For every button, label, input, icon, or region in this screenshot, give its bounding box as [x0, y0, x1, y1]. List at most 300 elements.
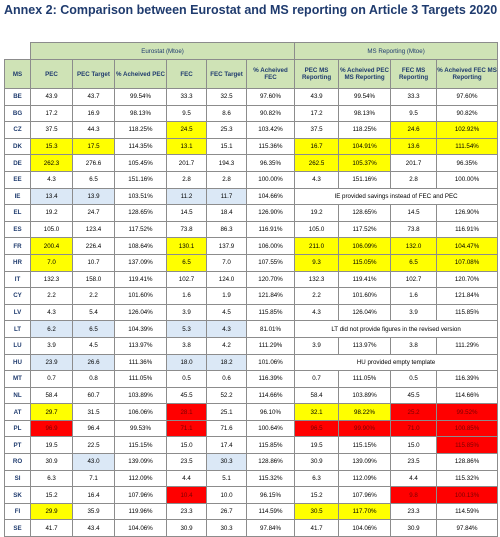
table-cell: 17.5 [73, 138, 115, 155]
ms-code: LU [5, 337, 31, 354]
table-cell: 119.41% [339, 271, 391, 288]
table-cell: 105.0 [31, 221, 73, 238]
table-cell: 13.6 [391, 138, 437, 155]
table-cell: 19.2 [295, 205, 339, 222]
table-cell: 102.7 [391, 271, 437, 288]
table-cell: 25.3 [207, 122, 247, 139]
table-cell: 126.90% [437, 205, 498, 222]
table-cell: 103.89% [339, 387, 391, 404]
table-cell: 6.5 [391, 254, 437, 271]
table-cell: 111.05% [339, 371, 391, 388]
col-header-pec-target: PEC Target [73, 60, 115, 89]
table-cell: 114.66% [247, 387, 295, 404]
table-cell: 102.92% [437, 122, 498, 139]
table-cell: 100.85% [437, 420, 498, 437]
table-cell: 0.5 [391, 371, 437, 388]
table-cell: 97.84% [247, 520, 295, 537]
ms-code: CY [5, 288, 31, 305]
table-cell: 128.65% [115, 205, 167, 222]
table-cell: 8.6 [207, 105, 247, 122]
table-cell: 104.06% [339, 520, 391, 537]
table-row [5, 122, 498, 139]
table-cell: 99.54% [115, 89, 167, 106]
table-cell: 9.5 [167, 105, 207, 122]
table-cell: 15.2 [31, 487, 73, 504]
table-cell: 0.7 [295, 371, 339, 388]
table-cell: 97.60% [247, 89, 295, 106]
col-header-ms: MS [5, 60, 31, 89]
table-cell: 5.1 [207, 470, 247, 487]
table-cell: 100.00% [247, 171, 295, 188]
table-cell: 44.3 [73, 122, 115, 139]
table-cell: 200.4 [31, 238, 73, 255]
table-cell: 118.25% [339, 122, 391, 139]
table-cell: 30.9 [391, 520, 437, 537]
col-header-achieved-pec-ms: % Acheived PEC MS Reporting [339, 60, 391, 89]
table-cell: 111.36% [115, 354, 167, 371]
table-cell: 60.7 [73, 387, 115, 404]
table-cell: 18.4 [207, 205, 247, 222]
table-cell: 132.0 [391, 238, 437, 255]
table-cell: 3.9 [167, 304, 207, 321]
table-cell: 2.2 [295, 288, 339, 305]
table-cell: 6.2 [31, 321, 73, 338]
col-header-fec-ms: FEC MS Reporting [391, 60, 437, 89]
table-cell: 96.10% [247, 404, 295, 421]
table-cell: 102.7 [167, 271, 207, 288]
ms-code: IE [5, 188, 31, 205]
table-cell: 33.3 [391, 89, 437, 106]
table-cell: 116.39% [437, 371, 498, 388]
table-cell: 13.4 [31, 188, 73, 205]
table-cell: 14.5 [391, 205, 437, 222]
table-cell: 17.2 [31, 105, 73, 122]
table-row [5, 89, 498, 106]
table-cell: 6.5 [73, 171, 115, 188]
comparison-table [4, 42, 498, 537]
table-cell: 6.5 [73, 321, 115, 338]
table-cell: 7.0 [31, 254, 73, 271]
table-cell: 15.1 [207, 138, 247, 155]
table-row [5, 404, 498, 421]
table-cell: 26.7 [207, 503, 247, 520]
table-cell: 13.1 [167, 138, 207, 155]
table-cell: 32.1 [295, 404, 339, 421]
table-cell: 71.6 [207, 420, 247, 437]
table-cell: 1.9 [207, 288, 247, 305]
table-cell: 96.15% [247, 487, 295, 504]
table-cell: 115.05% [339, 254, 391, 271]
table-cell: 15.0 [391, 437, 437, 454]
table-cell: 24.5 [167, 122, 207, 139]
ms-code: HU [5, 354, 31, 371]
table-cell: 2.2 [73, 288, 115, 305]
table-cell: 17.4 [207, 437, 247, 454]
table-row [5, 321, 498, 338]
row-note: LT did not provide figures in the revised version [295, 321, 498, 338]
table-cell: 103.89% [115, 387, 167, 404]
table-cell: 81.01% [247, 321, 295, 338]
table-cell: 104.91% [339, 138, 391, 155]
table-cell: 45.5 [391, 387, 437, 404]
table-cell: 30.3 [207, 520, 247, 537]
table-cell: 105.0 [295, 221, 339, 238]
table-cell: 28.1 [167, 404, 207, 421]
table-cell: 2.8 [391, 171, 437, 188]
table-cell: 120.70% [437, 271, 498, 288]
table-cell: 10.0 [207, 487, 247, 504]
table-cell: 104.47% [437, 238, 498, 255]
table-row [5, 354, 498, 371]
table-cell: 31.5 [73, 404, 115, 421]
table-cell: 120.70% [247, 271, 295, 288]
table-cell: 98.22% [339, 404, 391, 421]
table-cell: 107.08% [437, 254, 498, 271]
table-cell: 52.2 [207, 387, 247, 404]
table-cell: 29.9 [31, 503, 73, 520]
table-row [5, 105, 498, 122]
column-header-row [5, 60, 498, 89]
col-header-pec: PEC [31, 60, 73, 89]
table-cell: 276.6 [73, 155, 115, 172]
table-cell: 96.35% [247, 155, 295, 172]
table-row [5, 420, 498, 437]
table-cell: 137.9 [207, 238, 247, 255]
table-row [5, 238, 498, 255]
ms-code: HR [5, 254, 31, 271]
ms-code: EL [5, 205, 31, 222]
col-header-fec: FEC [167, 60, 207, 89]
ms-code: SE [5, 520, 31, 537]
table-cell: 11.7 [207, 188, 247, 205]
table-cell: 126.04% [339, 304, 391, 321]
table-cell: 30.9 [295, 454, 339, 471]
table-cell: 126.90% [247, 205, 295, 222]
table-cell: 128.65% [339, 205, 391, 222]
table-cell: 4.3 [31, 304, 73, 321]
table-cell: 101.60% [115, 288, 167, 305]
table-cell: 115.15% [115, 437, 167, 454]
table-cell: 37.5 [31, 122, 73, 139]
table-cell: 111.29% [437, 337, 498, 354]
ms-code: SI [5, 470, 31, 487]
ms-code: MT [5, 371, 31, 388]
table-row [5, 337, 498, 354]
table-cell: 43.9 [295, 89, 339, 106]
table-row [5, 205, 498, 222]
table-cell: 3.9 [295, 337, 339, 354]
table-cell: 2.2 [31, 288, 73, 305]
ms-code: RO [5, 454, 31, 471]
col-header-pec-ms: PEC MS Reporting [295, 60, 339, 89]
table-cell: 121.84% [437, 288, 498, 305]
table-cell: 1.6 [391, 288, 437, 305]
table-cell: 13.9 [73, 188, 115, 205]
ms-code: SK [5, 487, 31, 504]
row-note: IE provided savings instead of FEC and PEC [295, 188, 498, 205]
table-cell: 107.96% [115, 487, 167, 504]
ms-code: FR [5, 238, 31, 255]
table-cell: 118.25% [115, 122, 167, 139]
table-cell: 26.6 [73, 354, 115, 371]
table-cell: 101.60% [339, 288, 391, 305]
table-cell: 106.06% [115, 404, 167, 421]
table-row [5, 171, 498, 188]
table-cell: 18.2 [207, 354, 247, 371]
table-row [5, 487, 498, 504]
ms-code: DK [5, 138, 31, 155]
table-cell: 4.4 [391, 470, 437, 487]
table-cell: 111.05% [115, 371, 167, 388]
table-cell: 112.09% [339, 470, 391, 487]
table-row [5, 470, 498, 487]
table-cell: 115.85% [437, 437, 498, 454]
table-cell: 3.8 [391, 337, 437, 354]
table-cell: 18.0 [167, 354, 207, 371]
ms-code: EE [5, 171, 31, 188]
table-cell: 124.0 [207, 271, 247, 288]
table-cell: 97.84% [437, 520, 498, 537]
table-cell: 43.0 [73, 454, 115, 471]
col-header-achieved-pec: % Acheived PEC [115, 60, 167, 89]
ms-code: ES [5, 221, 31, 238]
table-cell: 24.7 [73, 205, 115, 222]
table-cell: 97.60% [437, 89, 498, 106]
row-note: HU provided empty template [295, 354, 498, 371]
table-cell: 115.36% [247, 138, 295, 155]
table-cell: 17.2 [295, 105, 339, 122]
table-cell: 104.66% [247, 188, 295, 205]
table-cell: 98.13% [115, 105, 167, 122]
ms-code: FI [5, 503, 31, 520]
table-cell: 15.0 [167, 437, 207, 454]
table-cell: 10.7 [73, 254, 115, 271]
table-row [5, 221, 498, 238]
table-cell: 128.86% [247, 454, 295, 471]
table-cell: 96.4 [73, 420, 115, 437]
table-cell: 43.7 [73, 89, 115, 106]
table-cell: 105.37% [339, 155, 391, 172]
table-cell: 111.54% [437, 138, 498, 155]
table-cell: 10.4 [167, 487, 207, 504]
table-cell: 86.3 [207, 221, 247, 238]
table-cell: 71.0 [391, 420, 437, 437]
table-row [5, 371, 498, 388]
table-cell: 0.6 [207, 371, 247, 388]
table-row [5, 387, 498, 404]
table-cell: 11.2 [167, 188, 207, 205]
table-cell: 115.85% [437, 304, 498, 321]
table-cell: 30.9 [31, 454, 73, 471]
table-cell: 6.5 [167, 254, 207, 271]
table-cell: 115.32% [437, 470, 498, 487]
table-row [5, 188, 498, 205]
table-cell: 23.5 [167, 454, 207, 471]
group-header-row [5, 43, 498, 60]
table-cell: 114.35% [115, 138, 167, 155]
table-cell: 104.06% [115, 520, 167, 537]
table-cell: 30.5 [295, 503, 339, 520]
table-cell: 4.4 [167, 470, 207, 487]
table-row [5, 138, 498, 155]
table-cell: 226.4 [73, 238, 115, 255]
table-cell: 115.85% [247, 437, 295, 454]
table-cell: 9.5 [391, 105, 437, 122]
table-cell: 112.09% [115, 470, 167, 487]
table-cell: 119.41% [115, 271, 167, 288]
table-cell: 30.9 [167, 520, 207, 537]
table-cell: 132.3 [31, 271, 73, 288]
table-cell: 25.2 [391, 404, 437, 421]
ms-code: AT [5, 404, 31, 421]
table-cell: 16.7 [295, 138, 339, 155]
table-cell: 9.8 [391, 487, 437, 504]
table-cell: 3.8 [167, 337, 207, 354]
ms-code: IT [5, 271, 31, 288]
table-cell: 73.8 [391, 221, 437, 238]
table-cell: 139.09% [339, 454, 391, 471]
table-cell: 45.5 [167, 387, 207, 404]
table-cell: 23.3 [167, 503, 207, 520]
table-cell: 100.64% [247, 420, 295, 437]
table-row [5, 520, 498, 537]
table-cell: 117.70% [339, 503, 391, 520]
table-cell: 116.39% [247, 371, 295, 388]
ms-code: PL [5, 420, 31, 437]
table-row [5, 503, 498, 520]
table-cell: 107.55% [247, 254, 295, 271]
table-cell: 4.5 [73, 337, 115, 354]
table-cell: 24.6 [391, 122, 437, 139]
table-cell: 115.85% [247, 304, 295, 321]
table-cell: 73.8 [167, 221, 207, 238]
table-cell: 43.9 [31, 89, 73, 106]
table-row [5, 254, 498, 271]
ms-code: LV [5, 304, 31, 321]
ms-code: NL [5, 387, 31, 404]
table-cell: 99.54% [339, 89, 391, 106]
table-cell: 98.13% [339, 105, 391, 122]
table-cell: 25.1 [207, 404, 247, 421]
table-cell: 96.9 [31, 420, 73, 437]
ms-code: BE [5, 89, 31, 106]
table-cell: 262.3 [31, 155, 73, 172]
table-cell: 90.82% [437, 105, 498, 122]
table-cell: 5.3 [167, 321, 207, 338]
page-title: Annex 2: Comparison between Eurostat and MS reporting on Article 3 Targets 2020 [4, 3, 498, 17]
table-row [5, 288, 498, 305]
table-cell: 19.5 [295, 437, 339, 454]
table-cell: 108.64% [115, 238, 167, 255]
table-cell: 114.59% [247, 503, 295, 520]
col-header-fec-target: FEC Target [207, 60, 247, 89]
table-cell: 6.3 [295, 470, 339, 487]
table-cell: 0.7 [31, 371, 73, 388]
table-cell: 151.16% [339, 171, 391, 188]
table-cell: 32.5 [207, 89, 247, 106]
table-cell: 106.09% [339, 238, 391, 255]
table-cell: 16.4 [73, 487, 115, 504]
table-cell: 99.52% [437, 404, 498, 421]
table-cell: 2.8 [167, 171, 207, 188]
table-cell: 113.97% [339, 337, 391, 354]
table-cell: 121.84% [247, 288, 295, 305]
table-cell: 103.42% [247, 122, 295, 139]
ms-code: LT [5, 321, 31, 338]
table-row [5, 304, 498, 321]
table-cell: 201.7 [391, 155, 437, 172]
table-row [5, 155, 498, 172]
table-cell: 4.2 [207, 337, 247, 354]
table-cell: 123.4 [73, 221, 115, 238]
table-cell: 104.39% [115, 321, 167, 338]
table-cell: 139.09% [115, 454, 167, 471]
table-cell: 137.09% [115, 254, 167, 271]
table-cell: 15.3 [31, 138, 73, 155]
ms-reporting-group-header: MS Reporting (Mtoe) [295, 43, 498, 60]
table-cell: 6.3 [31, 470, 73, 487]
col-header-achieved-fec: % Acheived FEC [247, 60, 295, 89]
table-cell: 71.1 [167, 420, 207, 437]
table-row [5, 454, 498, 471]
table-cell: 7.1 [73, 470, 115, 487]
table-cell: 35.9 [73, 503, 115, 520]
table-cell: 23.5 [391, 454, 437, 471]
table-cell: 0.8 [73, 371, 115, 388]
table-cell: 37.5 [295, 122, 339, 139]
table-cell: 4.3 [295, 171, 339, 188]
table-cell: 33.3 [167, 89, 207, 106]
table-cell: 96.35% [437, 155, 498, 172]
table-cell: 99.53% [115, 420, 167, 437]
table-cell: 43.4 [73, 520, 115, 537]
table-cell: 107.96% [339, 487, 391, 504]
table-cell: 14.5 [167, 205, 207, 222]
ms-code: PT [5, 437, 31, 454]
table-cell: 58.4 [295, 387, 339, 404]
ms-code: CZ [5, 122, 31, 139]
table-cell: 9.3 [295, 254, 339, 271]
table-cell: 4.5 [207, 304, 247, 321]
table-cell: 41.7 [31, 520, 73, 537]
table-cell: 7.0 [207, 254, 247, 271]
table-cell: 116.91% [437, 221, 498, 238]
table-cell: 114.66% [437, 387, 498, 404]
table-cell: 126.04% [115, 304, 167, 321]
table-cell: 2.8 [207, 171, 247, 188]
table-cell: 19.5 [31, 437, 73, 454]
table-cell: 158.0 [73, 271, 115, 288]
table-cell: 211.0 [295, 238, 339, 255]
table-cell: 130.1 [167, 238, 207, 255]
table-cell: 16.9 [73, 105, 115, 122]
table-cell: 30.3 [207, 454, 247, 471]
table-cell: 22.5 [73, 437, 115, 454]
table-cell: 106.00% [247, 238, 295, 255]
table-cell: 3.9 [391, 304, 437, 321]
table-cell: 194.3 [207, 155, 247, 172]
table-cell: 15.2 [295, 487, 339, 504]
table-row [5, 271, 498, 288]
table-cell: 114.59% [437, 503, 498, 520]
table-cell: 117.52% [115, 221, 167, 238]
table-cell: 115.32% [247, 470, 295, 487]
table-cell: 262.5 [295, 155, 339, 172]
table-cell: 151.16% [115, 171, 167, 188]
table-cell: 132.3 [295, 271, 339, 288]
table-cell: 4.3 [31, 171, 73, 188]
table-row [5, 437, 498, 454]
